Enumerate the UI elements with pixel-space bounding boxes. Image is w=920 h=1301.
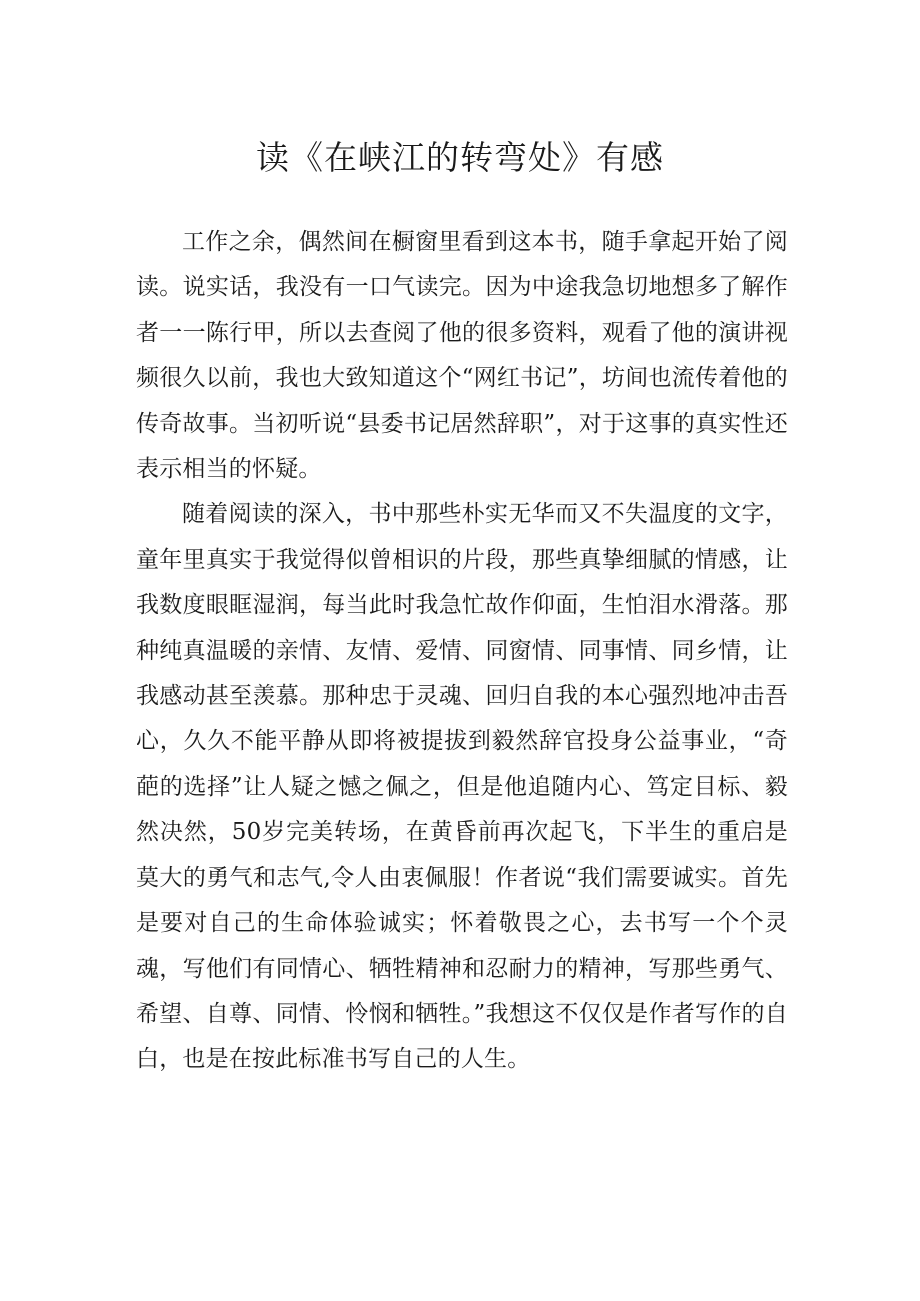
paragraph-2: 随着阅读的深入，书中那些朴实无华而又不失温度的文字，童年里真实于我觉得似曾相识的片段，那些真挚细腻的情感，让我数度眼眶湿润，每当此时我急忙故作仰面，生怕泪水滑落。那种纯真温暖的亲情、友情、爱情、同窗情、同事情、同乡情，让我感动甚至羡慕。那种忠于灵魂、回归自我的本心强烈地冲击吾心，久久不能平静从即将被提拔到毅然辞官投身公益事业，“奇葩的选择”让人疑之憾之佩之，但是他追随内心、笃定目标、毅然决然，50岁完美转场，在黄昏前再次起飞，下半生的重启是莫大的勇气和志气,令人由衷佩服！作者说“我们需要诚实。首先是要对自己的生命体验诚实；怀着敬畏之心，去书写一个个灵魂，写他们有同情心、牺牲精神和忍耐力的精神，写那些勇气、希望、自尊、同情、怜悯和牺牲。”我想这不仅仅是作者写作的自白，也是在按此标准书写自己的人生。: [136, 501, 788, 1073]
paragraph-1: 工作之余，偶然间在橱窗里看到这本书，随手拿起开始了阅读。说实话，我没有一口气读完。因为中途我急切地想多了解作者一一陈行甲，所以去查阅了他的很多资料，观看了他的演讲视频很久以前，我也大致知道这个“网红书记”，坊间也流传着他的传奇故事。当初听说“县委书记居然辞职”，对于这事的真实性还表示相当的怀疑。: [136, 229, 788, 483]
document-title: 读《在峡江的转弯处》有感: [256, 138, 664, 177]
document-body: [136, 220, 788, 1083]
